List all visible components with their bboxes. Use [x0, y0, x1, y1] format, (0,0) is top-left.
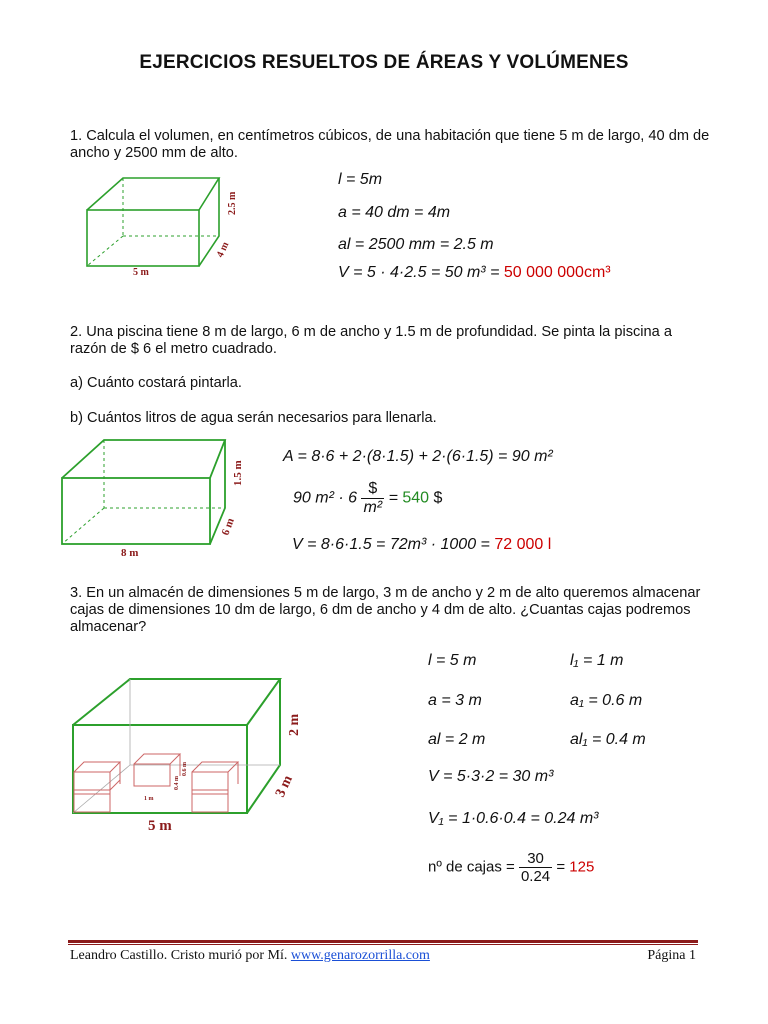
exercise-1-text: 1. Calcula el volumen, en centímetros cúbicos, de una habitación que tiene 5 m de largo, 40 dm de ancho y 2500 mm de alto. [70, 128, 710, 161]
ex2-eq-cost: 90 m² · 6 $\frac{\$}{\text{m²}}$ = 540 $ [293, 480, 443, 516]
length-label: 8 m [121, 547, 139, 559]
ex3-eq-box-length: l₁ = 1 m [570, 652, 624, 669]
ex1-eq-width: a = 40 dm = 4m [338, 204, 451, 221]
exercise-1-figure [80, 170, 250, 280]
footer-rule-thin [68, 944, 698, 945]
ex2-volume-result: 72 000 l [494, 536, 552, 553]
ex3-box-count-result: 125 [569, 858, 595, 876]
height-label: 2.5 m [227, 191, 238, 215]
ex3-eq-width: a = 3 m [428, 692, 482, 709]
ex3-eq-box-count: nº de cajas = $\frac{30}{0.24}$ = 125 [428, 850, 595, 885]
stacked-boxes [74, 754, 238, 812]
box-height-label: 0.4 m [174, 776, 180, 790]
page-number: Página 1 [647, 948, 696, 963]
ex3-eq-length: l = 5 m [428, 652, 477, 669]
ex3-eq-height: al = 2 m [428, 731, 486, 748]
ex2-eq-area: A = 8·6 + 2·(8·1.5) + 2·(6·1.5) = 90 m² [283, 448, 553, 465]
box-length-label: 1 m [144, 796, 154, 802]
width-label: 4 m [214, 240, 232, 260]
front-face [87, 210, 199, 266]
page-title: EJERCICIOS RESUELTOS DE ÁREAS Y VOLÚMENES [139, 52, 629, 73]
height-label: 2 m [287, 713, 302, 736]
exercise-2-question-a: a) Cuánto costará pintarla. [70, 375, 242, 391]
height-label: 1.5 m [232, 460, 244, 486]
width-label: 6 m [219, 516, 237, 538]
ex1-eq-volume: V = 5 · 4·2.5 = 50 m³ = 50 000 000cm³ [338, 264, 611, 281]
ex3-eq-box-volume: V₁ = 1·0.6·0.4 = 0.24 m³ [428, 810, 599, 827]
box-width-label: 0.6 m [182, 762, 188, 776]
ex2-cost-result: 540 [402, 489, 430, 507]
footer-rule [68, 940, 698, 943]
exercise-3-text: 3. En un almacén de dimensiones 5 m de largo, 3 m de ancho y 2 m de alto queremos almacenar cajas de dimensiones 10 dm de largo, 6 dm de ancho y 4 dm de alto. ¿Cuantas cajas podremos almacenar? [70, 585, 701, 635]
front-face [62, 478, 210, 544]
length-label: 5 m [133, 267, 149, 278]
exercise-2-question-b: b) Cuántos litros de agua serán necesarios para llenarla. [70, 410, 437, 426]
width-label: 3 m [273, 773, 296, 800]
ex3-eq-volume: V = 5·3·2 = 30 m³ [428, 768, 554, 785]
footer-link[interactable]: www.genarozorrilla.com [290, 948, 430, 963]
exercise-2-figure [55, 436, 255, 561]
exercise-2-text: 2. Una piscina tiene 8 m de largo, 6 m de ancho y 1.5 m de profundidad. Se pinta la piscina a razón de $ 6 el metro cuadrado. [70, 324, 672, 357]
ex1-eq-height: al = 2500 mm = 2.5 m [338, 236, 494, 253]
footer [70, 948, 696, 964]
ex2-eq-volume: V = 8·6·1.5 = 72m³ · 1000 = 72 000 l [292, 536, 552, 553]
footer-author: Leandro Castillo. Cristo murió por Mí. [70, 948, 291, 963]
front-face [73, 725, 247, 813]
ex1-result: 50 000 000cm³ [503, 264, 611, 281]
ex3-eq-box-height: al₁ = 0.4 m [570, 731, 646, 748]
exercise-3-figure [66, 672, 311, 837]
ex1-eq-length: l = 5m [338, 171, 383, 188]
ex3-eq-box-width: a₁ = 0.6 m [570, 692, 643, 709]
length-label: 5 m [148, 818, 172, 834]
